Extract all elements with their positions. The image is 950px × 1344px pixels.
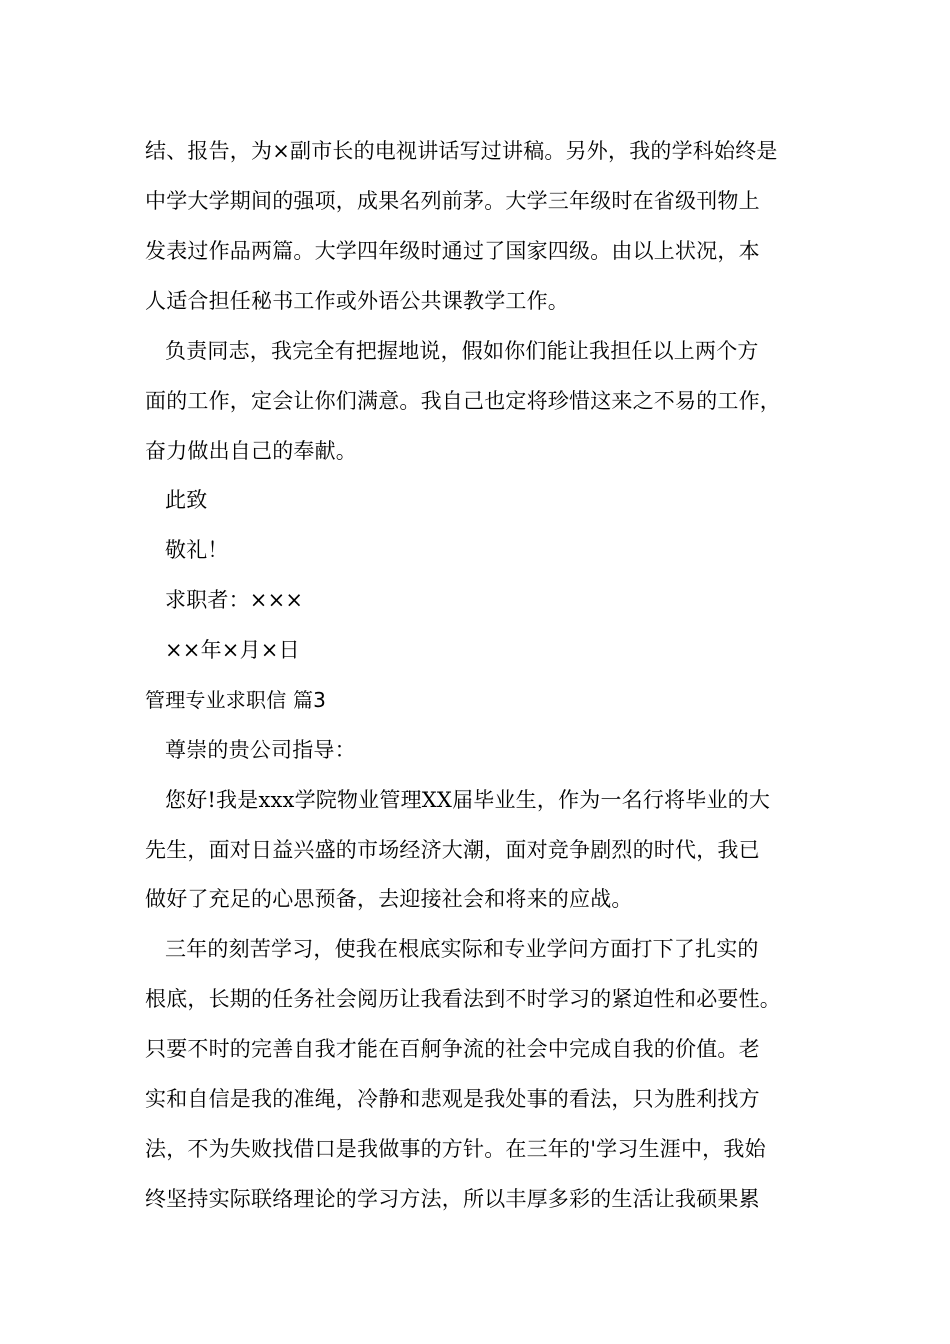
closing-salute: 敬礼！	[165, 538, 229, 562]
paragraph-line: 根底，长期的任务社会阅历让我看法到不时学习的紧迫性和必要性。	[145, 987, 781, 1011]
paragraph-line: 实和自信是我的准绳，冷静和悲观是我处事的看法，只为胜利找方	[145, 1087, 760, 1111]
paragraph-line: 发表过作品两篇。大学四年级时通过了国家四级。由以上状况，本	[145, 239, 760, 263]
applicant-signature: 求职者：×××	[165, 588, 304, 612]
date-line: ××年×月×日	[165, 638, 300, 662]
paragraph-line: 您好!我是xxx学院物业管理XX届毕业生，作为一名行将毕业的大	[165, 788, 771, 812]
paragraph-line: 只要不时的完善自我才能在百舸争流的社会中完成自我的价值。老	[145, 1037, 760, 1061]
paragraph-line: 终坚持实际联络理论的学习方法，所以丰厚多彩的生活让我硕果累	[145, 1187, 760, 1211]
paragraph-line: 做好了充足的心思预备，去迎接社会和将来的应战。	[145, 887, 633, 911]
paragraph-line: 奋力做出自己的奉献。	[145, 439, 357, 463]
paragraph-line: 负责同志，我完全有把握地说，假如你们能让我担任以上两个方	[165, 339, 759, 363]
paragraph-line: 先生，面对日益兴盛的市场经济大潮，面对竞争剧烈的时代，我已	[145, 838, 760, 862]
closing-line: 此致	[165, 488, 208, 512]
paragraph-line: 三年的刻苦学习，使我在根底实际和专业学问方面打下了扎实的	[165, 937, 759, 961]
salutation: 尊崇的贵公司指导：	[165, 738, 356, 762]
paragraph-line: 中学大学期间的强项，成果名列前茅。大学三年级时在省级刊物上	[145, 189, 760, 213]
paragraph-line: 人适合担任秘书工作或外语公共课教学工作。	[145, 289, 569, 313]
paragraph-line: 法，不为失败找借口是我做事的方针。在三年的'学习生涯中，我始	[145, 1137, 766, 1161]
paragraph-line: 面的工作，定会让你们满意。我自己也定将珍惜这来之不易的工作，	[145, 389, 781, 413]
paragraph-line: 结、报告，为×副市长的电视讲话写过讲稿。另外，我的学科始终是	[145, 139, 778, 163]
section-heading: 管理专业求职信 篇3	[145, 688, 327, 712]
